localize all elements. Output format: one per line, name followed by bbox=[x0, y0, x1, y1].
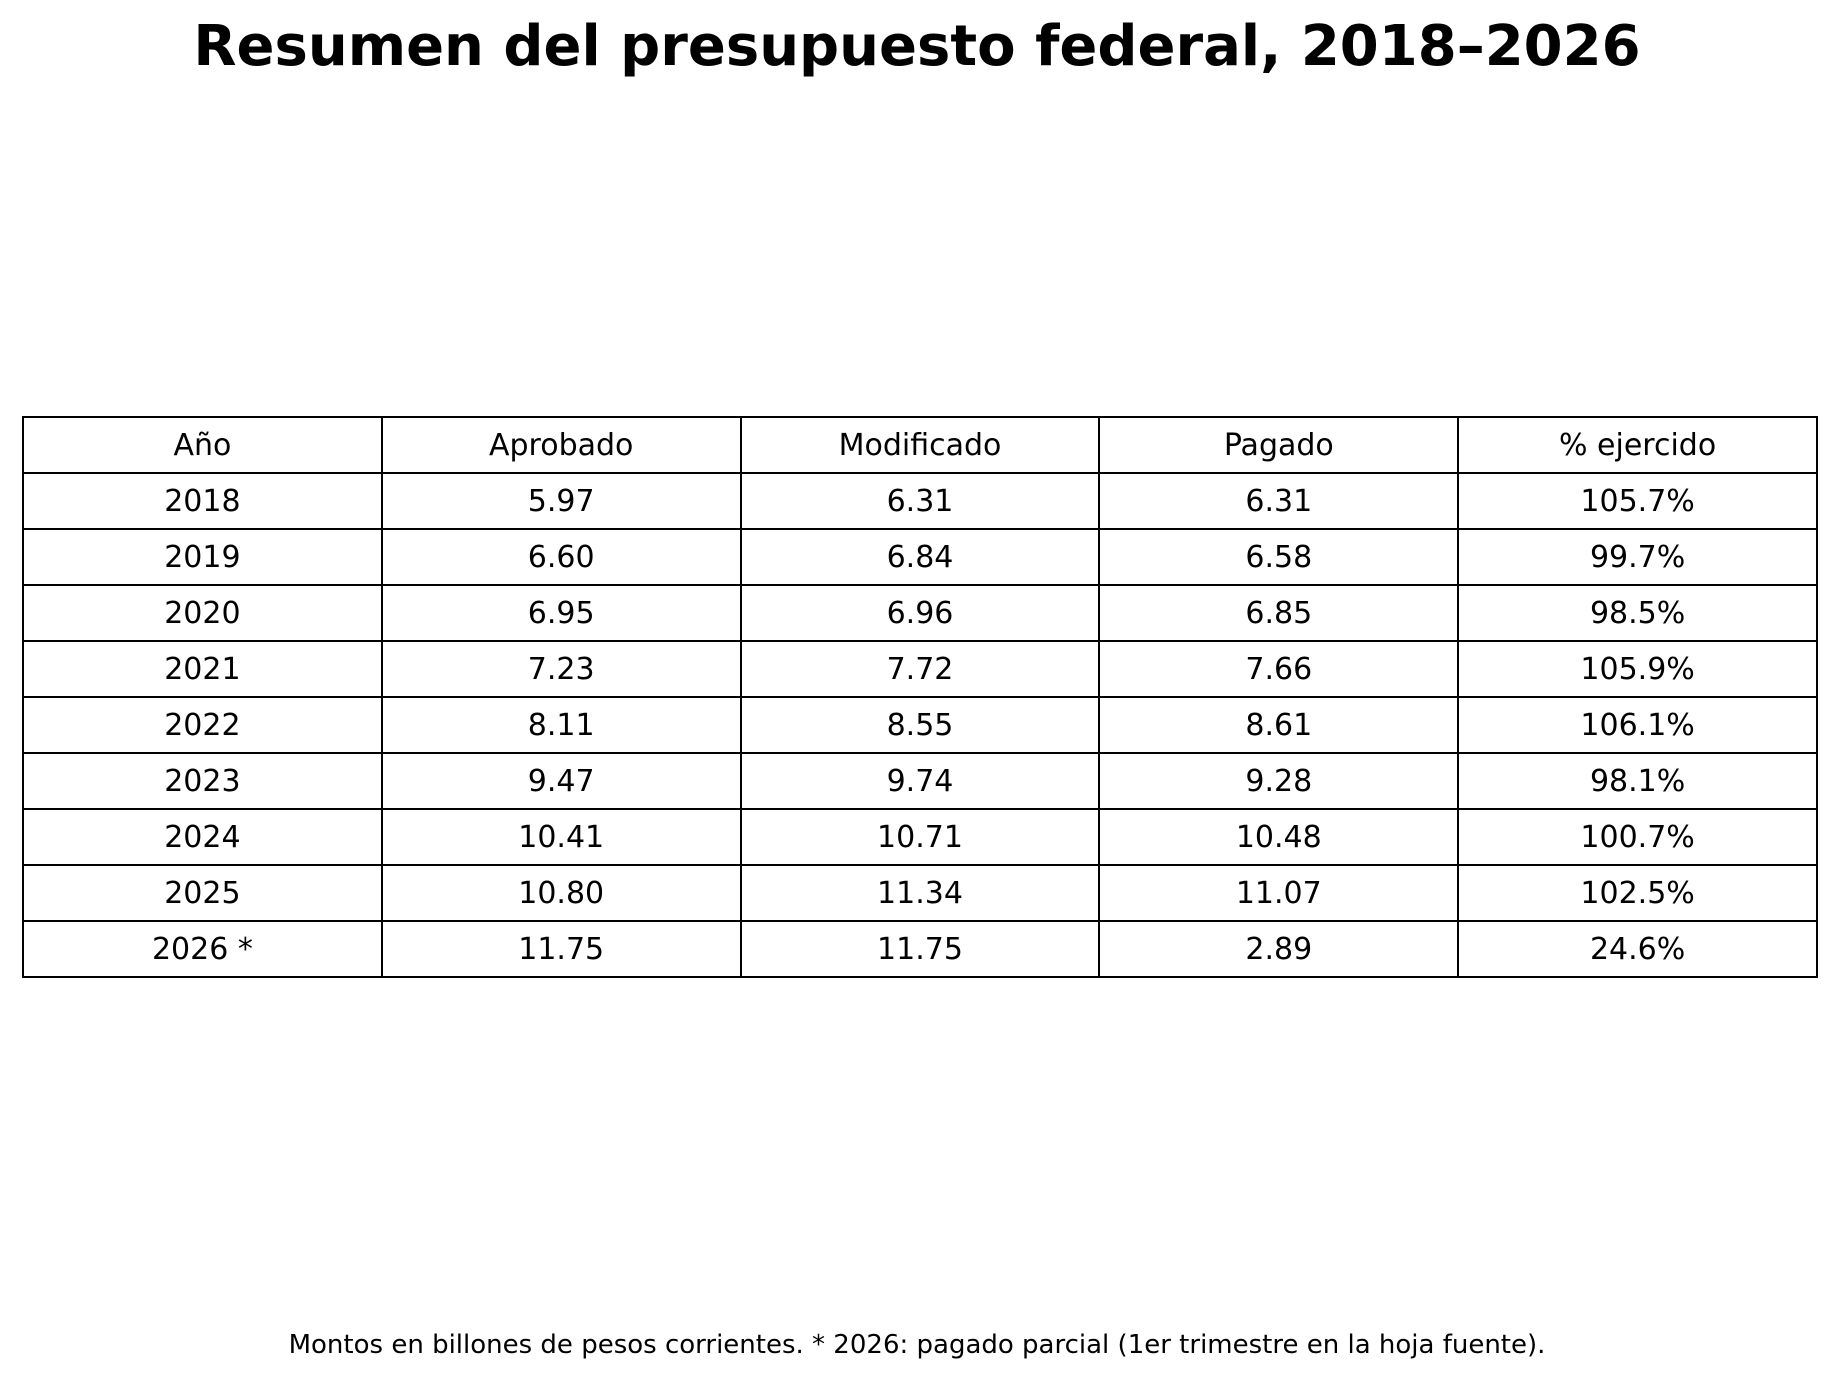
cell-paid: 10.48 bbox=[1099, 809, 1458, 865]
cell-paid: 6.58 bbox=[1099, 529, 1458, 585]
cell-paid: 6.85 bbox=[1099, 585, 1458, 641]
table-row bbox=[23, 641, 1817, 697]
cell-modified: 9.74 bbox=[741, 753, 1100, 809]
cell-paid: 11.07 bbox=[1099, 865, 1458, 921]
cell-percent-executed: 98.1% bbox=[1458, 753, 1817, 809]
cell-approved: 6.60 bbox=[382, 529, 741, 585]
cell-paid: 6.31 bbox=[1099, 473, 1458, 529]
cell-modified: 11.75 bbox=[741, 921, 1100, 977]
cell-approved: 6.95 bbox=[382, 585, 741, 641]
cell-approved: 8.11 bbox=[382, 697, 741, 753]
cell-modified: 8.55 bbox=[741, 697, 1100, 753]
cell-percent-executed: 102.5% bbox=[1458, 865, 1817, 921]
cell-year: 2024 bbox=[23, 809, 382, 865]
table-row bbox=[23, 809, 1817, 865]
cell-modified: 10.71 bbox=[741, 809, 1100, 865]
cell-approved: 9.47 bbox=[382, 753, 741, 809]
column-header-paid: Pagado bbox=[1099, 417, 1458, 473]
cell-approved: 7.23 bbox=[382, 641, 741, 697]
cell-percent-executed: 106.1% bbox=[1458, 697, 1817, 753]
cell-percent-executed: 98.5% bbox=[1458, 585, 1817, 641]
cell-modified: 6.31 bbox=[741, 473, 1100, 529]
table-row bbox=[23, 921, 1817, 977]
cell-percent-executed: 24.6% bbox=[1458, 921, 1817, 977]
column-header-percent-executed: % ejercido bbox=[1458, 417, 1817, 473]
table-row bbox=[23, 697, 1817, 753]
cell-year: 2020 bbox=[23, 585, 382, 641]
cell-percent-executed: 100.7% bbox=[1458, 809, 1817, 865]
cell-year: 2021 bbox=[23, 641, 382, 697]
cell-percent-executed: 105.9% bbox=[1458, 641, 1817, 697]
cell-approved: 10.80 bbox=[382, 865, 741, 921]
cell-modified: 6.84 bbox=[741, 529, 1100, 585]
table-header-row bbox=[23, 417, 1817, 473]
cell-modified: 6.96 bbox=[741, 585, 1100, 641]
cell-year: 2025 bbox=[23, 865, 382, 921]
table-row bbox=[23, 865, 1817, 921]
cell-year: 2023 bbox=[23, 753, 382, 809]
cell-year: 2019 bbox=[23, 529, 382, 585]
cell-year: 2022 bbox=[23, 697, 382, 753]
column-header-approved: Aprobado bbox=[382, 417, 741, 473]
table-row bbox=[23, 753, 1817, 809]
column-header-modified: Modificado bbox=[741, 417, 1100, 473]
cell-approved: 11.75 bbox=[382, 921, 741, 977]
cell-year: 2018 bbox=[23, 473, 382, 529]
column-header-year: Año bbox=[23, 417, 382, 473]
cell-paid: 2.89 bbox=[1099, 921, 1458, 977]
cell-paid: 9.28 bbox=[1099, 753, 1458, 809]
cell-percent-executed: 105.7% bbox=[1458, 473, 1817, 529]
budget-table-container bbox=[22, 416, 1818, 978]
table-row bbox=[23, 585, 1817, 641]
cell-paid: 7.66 bbox=[1099, 641, 1458, 697]
table-row bbox=[23, 529, 1817, 585]
table-row bbox=[23, 473, 1817, 529]
chart-title: Resumen del presupuesto federal, 2018–2026 bbox=[193, 14, 1641, 79]
footnote: Montos en billones de pesos corrientes. * 2026: pagado parcial (1er trimestre en la hoja fuente). bbox=[288, 1330, 1546, 1360]
cell-approved: 10.41 bbox=[382, 809, 741, 865]
cell-approved: 5.97 bbox=[382, 473, 741, 529]
cell-modified: 7.72 bbox=[741, 641, 1100, 697]
cell-percent-executed: 99.7% bbox=[1458, 529, 1817, 585]
cell-paid: 8.61 bbox=[1099, 697, 1458, 753]
cell-modified: 11.34 bbox=[741, 865, 1100, 921]
budget-table bbox=[22, 416, 1818, 978]
cell-year: 2026 * bbox=[23, 921, 382, 977]
